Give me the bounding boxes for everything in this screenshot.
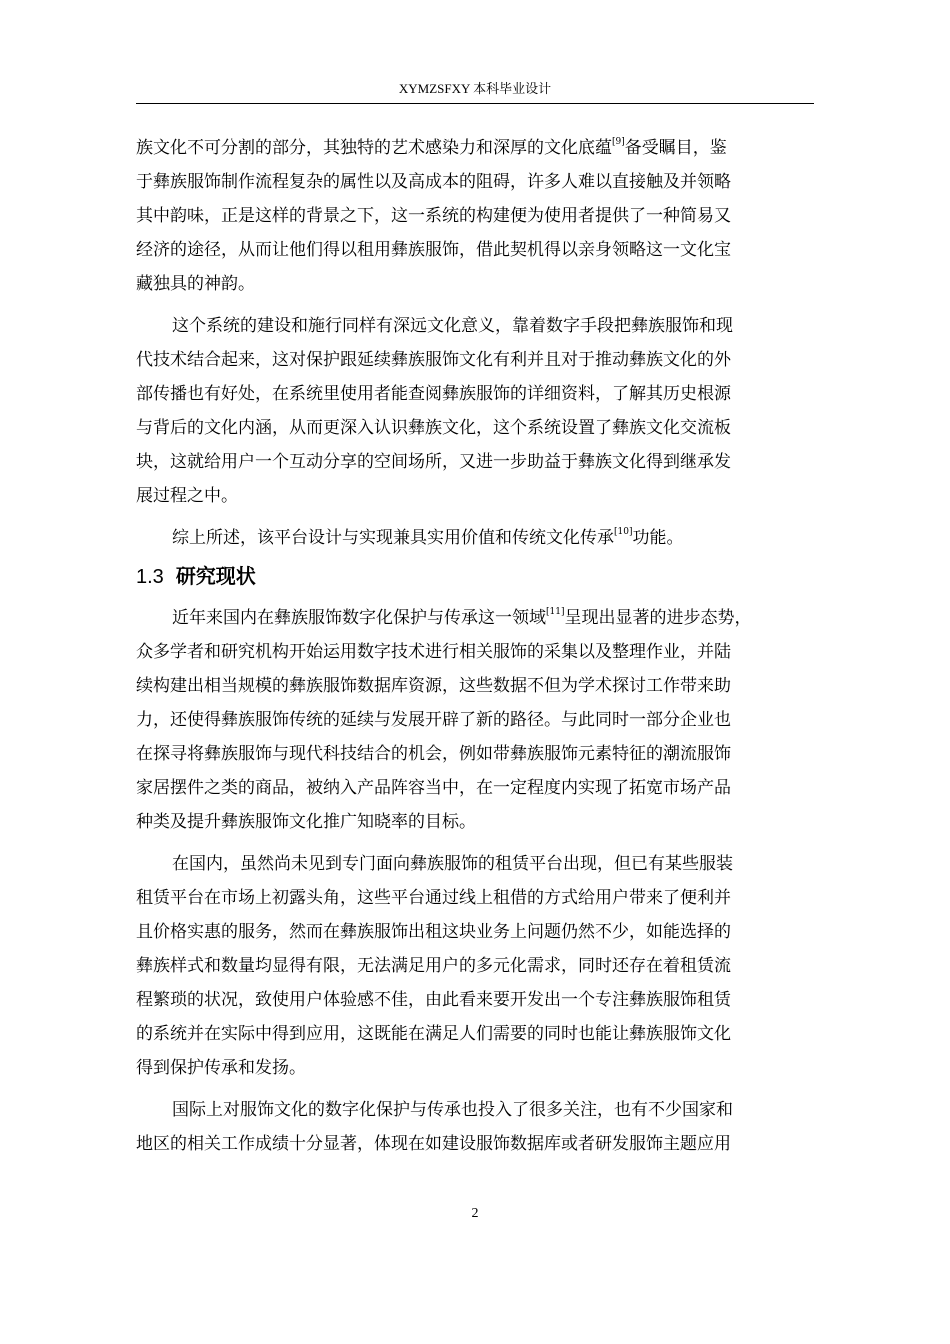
paragraph	[136, 309, 814, 513]
paragraph-line: 彝族样式和数量均显得有限，无法满足用户的多元化需求，同时还存在着租赁流	[136, 956, 731, 976]
paragraph-line: 续构建出相当规模的彝族服饰数据库资源，这些数据不但为学术探讨工作带来助	[136, 676, 731, 696]
line-text: 功能。	[632, 528, 684, 548]
paragraph-line: 部传播也有好处，在系统里使用者能查阅彝族服饰的详细资料，了解其历史根源	[136, 384, 731, 404]
paragraph-line: 众多学者和研究机构开始运用数字技术进行相关服饰的采集以及整理作业，并陆	[136, 642, 731, 662]
section-title: 研究现状	[175, 566, 256, 588]
paragraph	[136, 601, 814, 839]
paragraph-line: 且价格实惠的服务，然而在彝族服饰出租这块业务上问题仍然不少，如能选择的	[136, 922, 731, 942]
paragraph-line: 地区的相关工作成绩十分显著，体现在如建设服饰数据库或者研发服饰主题应用	[136, 1134, 731, 1154]
section-number: 1.3	[136, 566, 164, 588]
paragraph-line: 于彝族服饰制作流程复杂的属性以及高成本的阻碍，许多人难以直接触及并领略	[136, 172, 731, 192]
paragraph-line: 力，还使得彝族服饰传统的延续与发展开辟了新的路径。与此同时一部分企业也	[136, 710, 731, 730]
page-body	[136, 131, 814, 1169]
paragraph-line: 租赁平台在市场上初露头角，这些平台通过线上租借的方式给用户带来了便利并	[136, 888, 731, 908]
paragraph-line: 在国内，虽然尚未见到专门面向彝族服饰的租赁平台出现，但已有某些服装	[172, 854, 733, 874]
line-text: 族文化不可分割的部分，其独特的艺术感染力和深厚的文化底蕴	[136, 138, 612, 158]
citation-ref: [10]	[614, 527, 633, 537]
page-header: XYMZSFXY 本科毕业设计	[398, 81, 552, 96]
paragraph-line: 块，这就给用户一个互动分享的空间场所，又进一步助益于彝族文化得到继承发	[136, 452, 731, 472]
paragraph-line: 在探寻将彝族服饰与现代科技结合的机会，例如带彝族服饰元素特征的潮流服饰	[136, 744, 731, 764]
paragraph-line	[136, 131, 814, 165]
line-text: 近年来国内在彝族服饰数字化保护与传承这一领域	[172, 608, 546, 628]
line-text: 呈现出显著的进步态势，	[564, 608, 752, 628]
paragraph-line: 国际上对服饰文化的数字化保护与传承也投入了很多关注，也有不少国家和	[172, 1100, 733, 1120]
paragraph	[136, 847, 814, 1085]
paragraph-line: 的系统并在实际中得到应用，这既能在满足人们需要的同时也能让彝族服饰文化	[136, 1024, 731, 1044]
citation-ref: [11]	[546, 607, 565, 617]
paragraph	[136, 1093, 814, 1161]
paragraph	[136, 521, 814, 555]
paragraph-line: 家居摆件之类的商品，被纳入产品阵容当中，在一定程度内实现了拓宽市场产品	[136, 778, 731, 798]
paragraph-line: 藏独具的神韵。	[136, 274, 255, 294]
paragraph-line: 展过程之中。	[136, 486, 238, 506]
paragraph-group-a	[136, 131, 814, 555]
section-heading	[136, 563, 814, 591]
line-text: 备受瞩目，鉴	[624, 138, 727, 158]
paragraph-line: 种类及提升彝族服饰文化推广知晓率的目标。	[136, 812, 476, 832]
page-number: 2	[471, 1206, 479, 1221]
paragraph-group-b	[136, 601, 814, 1161]
line-text: 综上所述，该平台设计与实现兼具实用价值和传统文化传承	[172, 528, 614, 548]
paragraph	[136, 131, 814, 301]
paragraph-line: 其中韵味，正是这样的背景之下，这一系统的构建便为使用者提供了一种简易又	[136, 206, 731, 226]
paragraph-line: 程繁琐的状况，致使用户体验感不佳，由此看来要开发出一个专注彝族服饰租赁	[136, 990, 731, 1010]
paragraph-line: 这个系统的建设和施行同样有深远文化意义，靠着数字手段把彝族服饰和现	[172, 316, 733, 336]
paragraph-line: 经济的途径，从而让他们得以租用彝族服饰，借此契机得以亲身领略这一文化宝	[136, 240, 731, 260]
paragraph-line: 代技术结合起来，这对保护跟延续彝族服饰文化有利并且对于推动彝族文化的外	[136, 350, 731, 370]
header-rule	[136, 103, 814, 104]
paragraph-line: 与背后的文化内涵，从而更深入认识彝族文化，这个系统设置了彝族文化交流板	[136, 418, 731, 438]
paragraph-line	[136, 521, 814, 555]
paragraph-line: 得到保护传承和发扬。	[136, 1058, 306, 1078]
citation-ref: [9]	[612, 137, 625, 147]
paragraph-line	[136, 601, 814, 635]
